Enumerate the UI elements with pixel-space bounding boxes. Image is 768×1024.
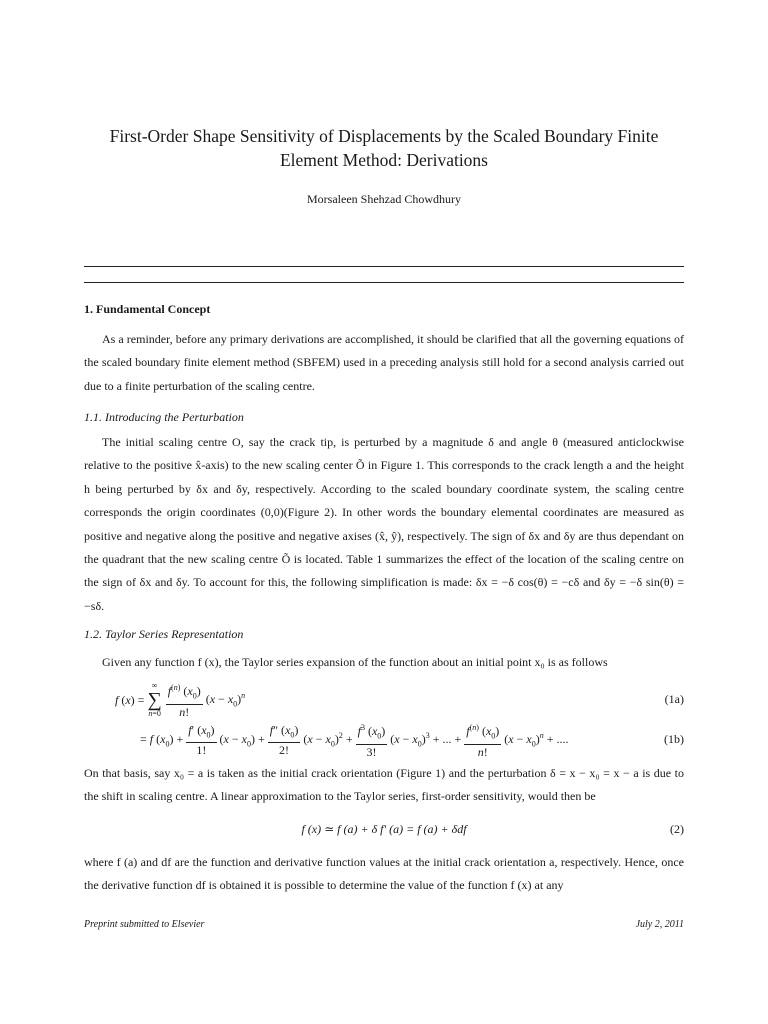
equation-1b: = f $(x_0)$ + $\frac{f' (x_0)}{1!}$ $(x - x_0)$ + $\frac{f'' (x_0)}{2!}$ $(x - x_0)^2$ + $\frac{f^3 (x_0)}{3!}$ $(x - x_0)^3$ + ... + $\frac{f^{(n)} (x_0)}{n!}$ $(x - x_0)^n$ + .... (140, 722, 569, 759)
section-1-1-heading: 1.1. Introducing the Perturbation (84, 410, 244, 424)
equation-1a: f (x) = ∞ ∑ n=0 $\frac{f^{(n)} (x_0)}{n!}$ $(x - x_0)^n$ (115, 681, 246, 719)
equation-1a-number: (1a) (664, 692, 684, 706)
top-rule-2 (84, 282, 684, 283)
author-name: Morsaleen Shehzad Chowdhury (307, 192, 461, 206)
paper-title (60, 124, 708, 172)
equation-2-number: (2) (670, 822, 684, 836)
top-rule-1 (84, 266, 684, 267)
taylor-intro-paragraph: Given any function f (x), the Taylor series expansion of the function about an initial point x₀ is as follows (102, 655, 608, 669)
footer-date: July 2, 2011 (635, 919, 684, 930)
equation-2: f (x) ≃ f (a) + δ f′ (a) = f (a) + δdf (301, 822, 467, 836)
section-1-2-heading: 1.2. Taylor Series Representation (84, 627, 244, 641)
section-1-heading: 1. Fundamental Concept (84, 302, 211, 316)
taylor-second-paragraph: On that basis, say x₀ = a is taken as the initial crack orientation (Figure 1) and the perturbation δ = x − x₀ = x − a is due to the shift in scaling centre. A linear approximation to the Taylor series, first-order sensitivity, would then be (84, 766, 684, 804)
section-1-paragraph: As a reminder, before any primary derivations are accomplished, it should be clarified that all the governing equations of the scaled boundary finite element method (SBFEM) used in a preceding analysis still hold for a second analysis carried out due to a finite perturbation of the scaling centre. (84, 332, 684, 393)
title-line-1: First-Order Shape Sensitivity of Displacements by the Scaled Boundary Finite (109, 126, 659, 146)
section-1-1-paragraph: The initial scaling centre O, say the crack tip, is perturbed by a magnitude δ and angle θ (measured anticlockwise relative to the positive x̂-axis) to the new scaling center Õ in Figure 1. This corresponds to the crack length a and the height h being perturbed by δx and δy, respectively. According to the scaled boundary coordinate system, the scaling centre corresponds the origin coordinates (0,0)(Figure 2). In other words the boundary elemental coordinates are measured as positive and negative along the positive and negative axises (x̂, ŷ), respectively. The sign of δx and δy are thus dependant on the quadrant that the new scaling centre Õ is located. Table 1 summarizes the effect of the location of the scaling centre on the sign of δx and δy. To account for this, the following simplification is made: δx = −δ cos(θ) = −cδ and δy = −δ sin(θ) = −sδ. (84, 435, 684, 613)
title-line-2: Element Method: Derivations (279, 150, 488, 170)
taylor-third-paragraph: where f (a) and df are the function and derivative function values at the initial crack orientation a, respectively. Hence, once the derivative function df is obtained it is possible to determine the value of the function f (x) at any (84, 855, 684, 893)
equation-1b-number: (1b) (664, 732, 684, 746)
footer-journal: Preprint submitted to Elsevier (84, 919, 205, 930)
